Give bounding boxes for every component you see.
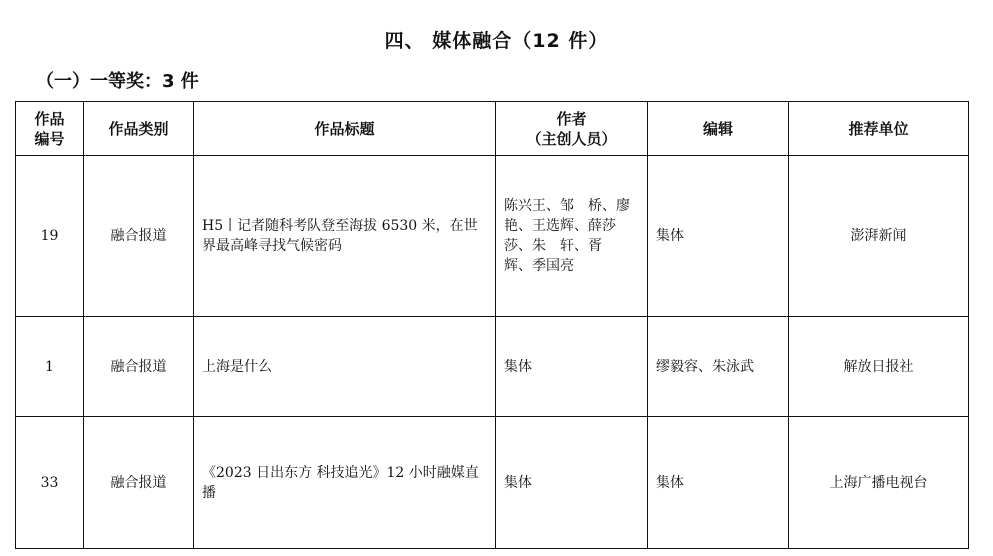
cell-recommender: 上海广播电视台 (789, 417, 969, 549)
table-row (16, 317, 969, 417)
cell-recommender: 解放日报社 (789, 317, 969, 417)
header-author-line1: 作者 (556, 109, 587, 128)
header-id-line1: 作品 (34, 109, 65, 128)
cell-category: 融合报道 (84, 417, 194, 549)
cell-authors: 集体 (496, 317, 648, 417)
cell-recommender: 澎湃新闻 (789, 156, 969, 317)
table-row (16, 156, 969, 317)
header-id-line2: 编号 (34, 129, 65, 148)
awards-table (15, 101, 969, 549)
cell-id: 33 (16, 417, 84, 549)
table-row (16, 417, 969, 549)
header-category: 作品类别 (84, 102, 194, 156)
cell-authors: 集体 (496, 417, 648, 549)
header-editor: 编辑 (648, 102, 789, 156)
cell-title: H5丨记者随科考队登至海拔 6530 米，在世界最高峰寻找气候密码 (194, 156, 496, 317)
cell-title: 上海是什么 (194, 317, 496, 417)
header-author-line2: （主创人员） (526, 129, 617, 148)
cell-editor: 集体 (648, 156, 789, 317)
header-author (496, 102, 648, 156)
cell-id: 19 (16, 156, 84, 317)
table-header-row (16, 102, 969, 156)
cell-authors: 陈兴王、邹 桥、廖 艳、王选辉、薛莎莎、朱 轩、胥 辉、季国亮 (496, 156, 648, 317)
header-recommender: 推荐单位 (789, 102, 969, 156)
cell-title: 《2023 日出东方 科技追光》12 小时融媒直播 (194, 417, 496, 549)
header-title: 作品标题 (194, 102, 496, 156)
cell-editor: 集体 (648, 417, 789, 549)
cell-category: 融合报道 (84, 317, 194, 417)
header-id (16, 102, 84, 156)
cell-editor: 缪毅容、朱泳武 (648, 317, 789, 417)
cell-category: 融合报道 (84, 156, 194, 317)
cell-id: 1 (16, 317, 84, 417)
section-title: 四、 媒体融合（12 件） (384, 30, 609, 52)
subsection-title: （一）一等奖：3 件 (36, 71, 199, 92)
